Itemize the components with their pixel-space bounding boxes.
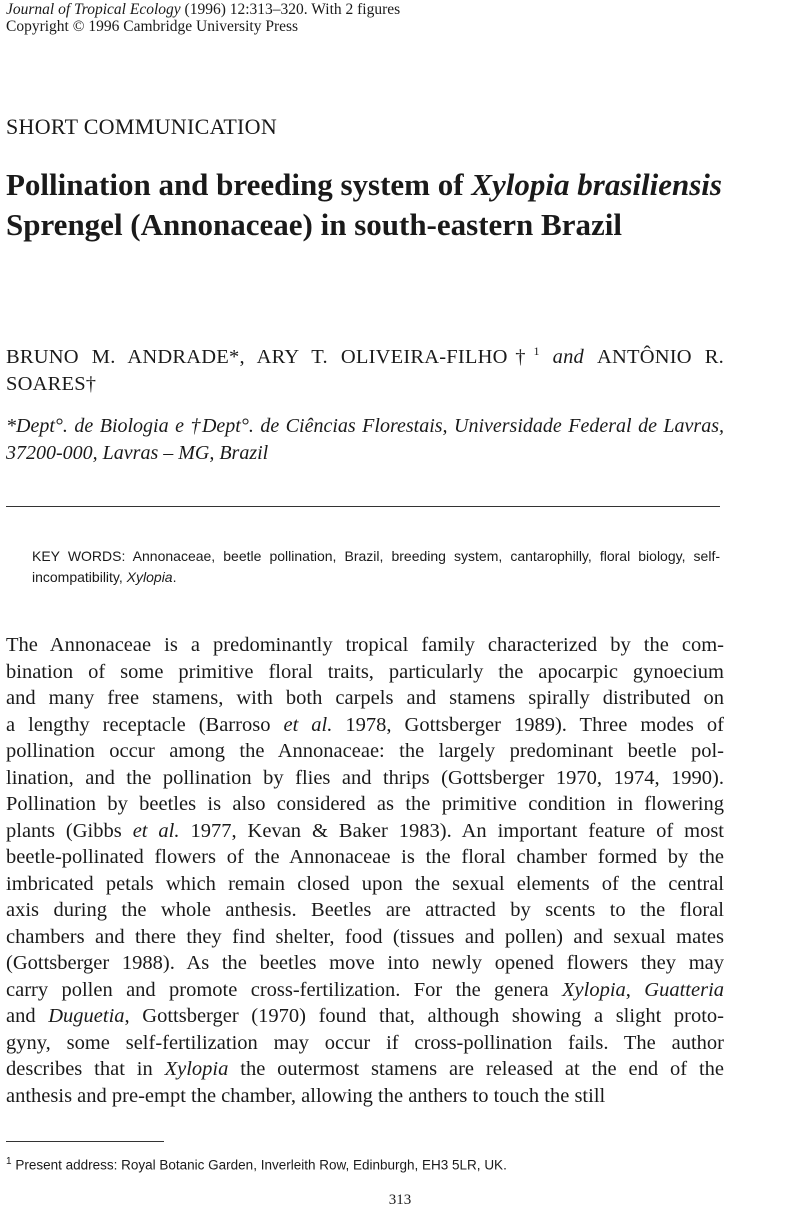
body-line-4: a lengthy receptacle (Barroso et al. 1978, Gottsberger 1989). Three modes of [6, 713, 724, 736]
author-group-2: ANTÔNIO R. SOARES† [6, 345, 724, 395]
page-number: 313 [388, 1192, 412, 1208]
body-line-3: and many free stamens, with both carpels and stamens spirally distributed on [6, 687, 724, 709]
body-line-16: gyny, some self-fertilization may occur if cross-pollination fails. The author [6, 1031, 724, 1054]
affiliation: *Dept°. de Biologia e †Dept°. de Ciências Florestais, Universidade Federal de Lavras, 37200-000, Lavras – MG, Brazil [6, 415, 724, 464]
author-and: and [539, 345, 598, 368]
body-line-7: Pollination by beetles is also considered as the primitive condition in flowering [6, 793, 724, 815]
body-line-5: pollination occur among the Annonaceae: the largely predominant beetle pol- [6, 740, 724, 762]
body-line-15: and Duguetia, Gottsberger (1970) found that, although showing a slight proto- [6, 1005, 724, 1027]
title-part1: Pollination and breeding system of [6, 167, 472, 202]
copyright-line: Copyright © 1996 Cambridge University Press [6, 18, 299, 35]
author-group-1: BRUNO M. ANDRADE*, ARY T. OLIVEIRA-FILHO† [6, 345, 534, 368]
keywords-italic: Xylopia [126, 569, 173, 585]
author-list [6, 338, 724, 398]
journal-details: (1996) 12:313–320. With 2 figures [180, 1, 401, 18]
author-footnote-mark: 1 [533, 344, 540, 358]
body-line-11: axis during the whole anthesis. Beetles are attracted by scents to the floral [6, 899, 724, 921]
article-title [6, 165, 746, 245]
keywords-end: . [172, 569, 177, 585]
body-line-6: lination, and the pollination by flies and thrips (Gottsberger 1970, 1974, 1990). [6, 766, 724, 789]
title-species: Xylopia brasiliensis [471, 167, 722, 202]
footnote [6, 1153, 726, 1175]
body-line-2: bination of some primitive floral traits, particularly the apocarpic gynoecium [6, 660, 724, 683]
footnote-text: Present address: Royal Botanic Garden, Inverleith Row, Edinburgh, EH3 5LR, UK. [11, 1157, 507, 1173]
body-line-17: describes that in Xylopia the outermost stamens are released at the end of the [6, 1058, 724, 1080]
body-line-18: anthesis and pre-empt the chamber, allowing the anthers to touch the still [6, 1084, 606, 1107]
body-line-12: chambers and there they find shelter, food (tissues and pollen) and sexual mates [6, 925, 724, 948]
footnote-divider [6, 1141, 164, 1142]
section-label: SHORT COMMUNICATION [6, 114, 278, 139]
header-divider [6, 506, 720, 507]
body-line-13: (Gottsberger 1988). As the beetles move into newly opened flowers they may [6, 952, 724, 974]
body-line-8: plants (Gibbs et al. 1977, Kevan & Baker 1983). An important feature of most [6, 819, 724, 842]
body-line-14: carry pollen and promote cross-fertilization. For the genera Xylopia, Guatteria [6, 978, 725, 1001]
body-line-1: The Annonaceae is a predominantly tropical family characterized by the com- [6, 634, 724, 656]
footnote-mark: 1 [6, 1156, 12, 1167]
title-part2: Sprengel (Annonaceae) in south-eastern Brazil [6, 207, 622, 242]
journal-name: Journal of Tropical Ecology [6, 1, 181, 18]
keywords [32, 546, 720, 588]
body-paragraph [6, 632, 724, 1109]
keywords-text: KEY WORDS: Annonaceae, beetle pollination, Brazil, breeding system, cantarophilly, floral biology, self-incompatibility, [32, 548, 720, 585]
body-line-9: beetle-pollinated flowers of the Annonaceae is the floral chamber formed by the [6, 846, 724, 868]
body-line-10: imbricated petals which remain closed upon the sexual elements of the central [6, 872, 724, 895]
